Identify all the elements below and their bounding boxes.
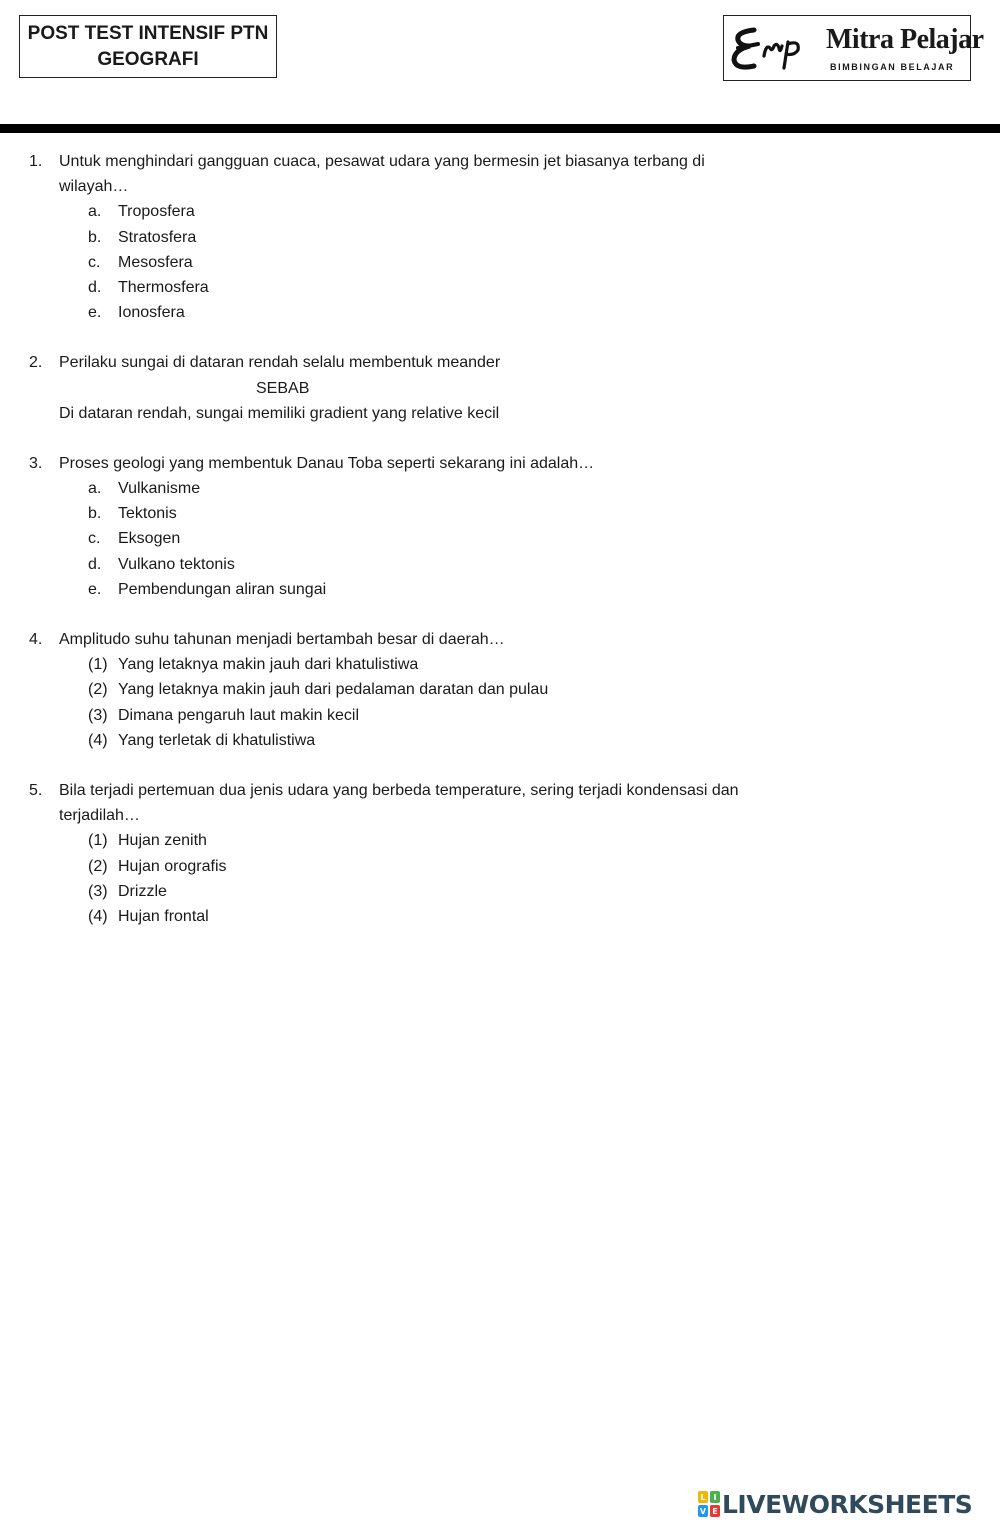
question-3 — [0, 451, 1000, 602]
option-label: c. — [88, 253, 101, 271]
option-b[interactable] — [0, 225, 1000, 250]
option-text: Stratosfera — [118, 228, 197, 246]
option-text: Yang letaknya makin jauh dari pedalaman daratan dan pulau — [118, 681, 549, 699]
option-a[interactable] — [0, 476, 1000, 501]
option-label: e. — [88, 304, 102, 322]
question-statement: Perilaku sungai di dataran rendah selalu membentuk meander — [59, 354, 501, 372]
svg-text:E: E — [712, 1507, 718, 1516]
option-text: Hujan zenith — [118, 832, 207, 850]
question-text-continued: wilayah… — [59, 178, 129, 196]
svg-text:L: L — [700, 1493, 706, 1502]
option-label: (1) — [88, 832, 108, 850]
option-text: Thermosfera — [118, 278, 209, 296]
option-label: c. — [88, 530, 101, 548]
option-1[interactable] — [0, 828, 1000, 853]
option-text: Hujan orografis — [118, 857, 227, 875]
option-label: a. — [88, 203, 102, 221]
option-text: Mesosfera — [118, 253, 193, 271]
document-title: POST TEST INTENSIF PTN — [27, 22, 269, 44]
liveworksheets-watermark — [698, 1488, 972, 1520]
option-label: d. — [88, 555, 102, 573]
header-divider — [0, 124, 1000, 133]
option-c[interactable] — [0, 250, 1000, 275]
option-a[interactable] — [0, 199, 1000, 224]
option-2[interactable] — [0, 677, 1000, 702]
question-2 — [0, 350, 1000, 426]
option-text: Ionosfera — [118, 304, 185, 322]
option-label: d. — [88, 278, 102, 296]
svg-text:I: I — [713, 1493, 717, 1502]
option-text: Yang letaknya makin jauh dari khatulistiwa — [118, 656, 419, 674]
document-subject: GEOGRAFI — [97, 48, 199, 70]
question-number: 2. — [29, 354, 43, 372]
liveworksheets-logo-icon — [698, 1491, 720, 1517]
option-3[interactable] — [0, 879, 1000, 904]
option-text: Pembendungan aliran sungai — [118, 580, 327, 598]
option-text: Eksogen — [118, 530, 181, 548]
option-label: (3) — [88, 882, 108, 900]
logo-subtitle: BIMBINGAN BELAJAR — [830, 62, 955, 72]
question-number: 5. — [29, 781, 43, 799]
question-connector: SEBAB — [256, 379, 310, 397]
liveworksheets-brand: LIVEWORKSHEETS — [722, 1489, 973, 1519]
option-label: (4) — [88, 907, 108, 925]
option-label: e. — [88, 580, 102, 598]
option-label: (1) — [88, 656, 108, 674]
option-text: Drizzle — [118, 882, 167, 900]
option-e[interactable] — [0, 577, 1000, 602]
option-text: Tektonis — [118, 505, 177, 523]
question-text: Bila terjadi pertemuan dua jenis udara yang berbeda temperature, sering terjadi kondensasi dan — [59, 781, 739, 799]
option-text: Vulkano tektonis — [118, 555, 235, 573]
option-label: b. — [88, 505, 102, 523]
logo-mark-text: Emp — [728, 26, 731, 27]
option-d[interactable] — [0, 552, 1000, 577]
option-d[interactable] — [0, 275, 1000, 300]
option-text: Vulkanisme — [118, 480, 201, 498]
question-text: Amplitudo suhu tahunan menjadi bertambah besar di daerah… — [59, 631, 505, 648]
question-1 — [0, 149, 1000, 325]
document-title-box — [19, 15, 277, 78]
option-b[interactable] — [0, 501, 1000, 526]
option-label: a. — [88, 480, 102, 498]
option-label: (3) — [88, 706, 108, 724]
option-label: (2) — [88, 857, 108, 875]
brand-logo — [723, 15, 984, 81]
emp-logo-mark — [728, 26, 828, 74]
option-label: (2) — [88, 681, 108, 699]
option-text: Yang terletak di khatulistiwa — [118, 731, 316, 749]
option-text: Troposfera — [118, 203, 195, 221]
option-e[interactable] — [0, 300, 1000, 325]
option-3[interactable] — [0, 703, 1000, 728]
question-reason: Di dataran rendah, sungai memiliki gradient yang relative kecil — [59, 404, 500, 422]
question-text-continued: terjadilah… — [59, 807, 140, 825]
option-1[interactable] — [0, 652, 1000, 677]
option-label: (4) — [88, 731, 108, 749]
option-c[interactable] — [0, 526, 1000, 551]
option-4[interactable] — [0, 728, 1000, 753]
question-text: Untuk menghindari gangguan cuaca, pesawat udara yang bermesin jet biasanya terbang di — [59, 153, 705, 170]
option-4[interactable] — [0, 904, 1000, 929]
svg-text:V: V — [699, 1507, 707, 1516]
question-text: Proses geologi yang membentuk Danau Toba seperti sekarang ini adalah… — [59, 454, 595, 472]
question-number: 1. — [29, 153, 43, 170]
question-number: 4. — [29, 631, 43, 648]
option-label: b. — [88, 228, 102, 246]
question-4 — [0, 627, 1000, 753]
question-number: 3. — [29, 454, 43, 472]
logo-name: Mitra Pelajar — [826, 24, 984, 55]
option-text: Hujan frontal — [118, 907, 209, 925]
option-text: Dimana pengaruh laut makin kecil — [118, 706, 360, 724]
option-2[interactable] — [0, 854, 1000, 879]
question-list — [0, 149, 1000, 954]
question-5 — [0, 778, 1000, 929]
